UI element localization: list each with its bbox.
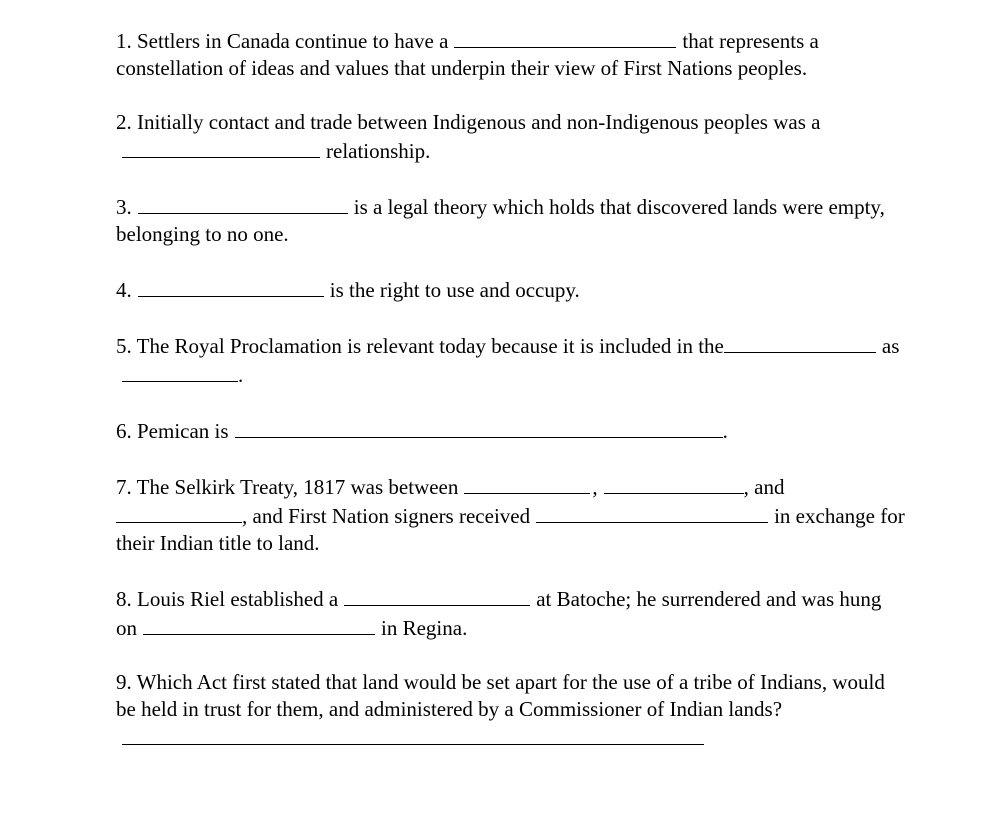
- answer-blank[interactable]: [344, 584, 530, 606]
- question-3: [116, 192, 906, 248]
- answer-blank[interactable]: [122, 136, 320, 158]
- question-number: 6.: [116, 419, 132, 443]
- question-text: Initially contact and trade between Indigenous and non-Indigenous peoples was a: [137, 110, 821, 134]
- worksheet: [116, 26, 906, 779]
- question-number: 3.: [116, 195, 132, 219]
- question-text: in exchange for their Indian title to land.: [116, 504, 905, 555]
- answer-blank[interactable]: [138, 192, 348, 214]
- question-text: in Regina.: [381, 616, 468, 640]
- question-text: The Royal Proclamation is relevant today because it is included in the: [136, 334, 724, 358]
- question-8: [116, 584, 906, 642]
- answer-blank[interactable]: [536, 501, 768, 523]
- question-4: [116, 275, 906, 304]
- answer-blank[interactable]: [143, 613, 375, 635]
- question-text: , and: [743, 475, 785, 499]
- question-number: 8.: [116, 587, 132, 611]
- question-5: [116, 331, 906, 389]
- question-number: 5.: [116, 334, 132, 358]
- question-number: 2.: [116, 110, 132, 134]
- question-number: 1.: [116, 29, 132, 53]
- question-text: Louis Riel established a: [137, 587, 339, 611]
- question-text: ,: [592, 475, 598, 499]
- question-number: 4.: [116, 278, 132, 302]
- question-text: Which Act first stated that land would be set apart for the use of a tribe of Indians, would be held in trust for them, and administered by a Commissioner of Indian lands?: [116, 670, 885, 721]
- answer-blank[interactable]: [138, 275, 324, 297]
- question-text: .: [722, 419, 728, 443]
- question-number: 7.: [116, 475, 132, 499]
- question-text: .: [238, 363, 244, 387]
- answer-blank[interactable]: [454, 26, 676, 48]
- answer-blank[interactable]: [122, 360, 238, 382]
- question-2: [116, 109, 906, 165]
- question-6: [116, 416, 906, 445]
- answer-blank[interactable]: [116, 501, 242, 523]
- question-text: The Selkirk Treaty, 1817 was between: [136, 475, 459, 499]
- question-text: is the right to use and occupy.: [329, 278, 580, 302]
- question-9: [116, 669, 906, 752]
- question-text: that represents a constellation of ideas and values that underpin their view of First Nations peoples.: [116, 29, 819, 80]
- answer-blank[interactable]: [464, 472, 590, 494]
- answer-blank[interactable]: [724, 331, 876, 353]
- question-text: Pemican is: [137, 419, 229, 443]
- answer-blank[interactable]: [604, 472, 744, 494]
- question-text: , and First Nation signers received: [242, 504, 531, 528]
- question-text: Settlers in Canada continue to have a: [137, 29, 449, 53]
- question-1: [116, 26, 906, 82]
- answer-blank[interactable]: [122, 723, 704, 745]
- question-7: [116, 472, 906, 557]
- question-text: at Batoche; he surrendered and was hung on: [116, 587, 882, 640]
- question-text: relationship.: [326, 139, 431, 163]
- question-text: as: [881, 334, 900, 358]
- answer-blank[interactable]: [235, 416, 723, 438]
- question-number: 9.: [116, 670, 132, 694]
- question-text: is a legal theory which holds that discovered lands were empty, belonging to no one.: [116, 195, 885, 246]
